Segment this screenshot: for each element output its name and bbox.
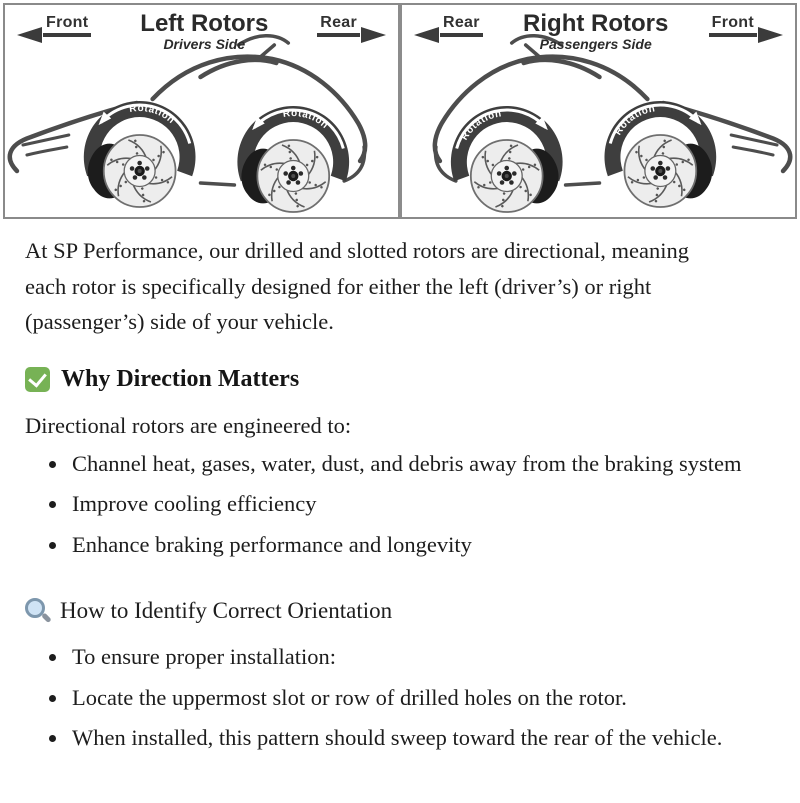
- right-rotors-panel: [402, 5, 795, 217]
- identify-orientation-heading: [25, 598, 775, 624]
- svg-text:Rotation: Rotation: [459, 108, 503, 143]
- front-direction-arrow: Front: [43, 14, 91, 37]
- heading-text: How to Identify Correct Orientation: [60, 597, 393, 623]
- rotor-direction-diagram: [3, 3, 797, 219]
- list-item: • Improve cooling efficiency: [69, 487, 742, 521]
- panel-title: Right Rotors: [523, 10, 669, 37]
- identify-bullet-list: [25, 640, 775, 755]
- right-panel-title-block: [483, 11, 709, 52]
- right-panel-header: [410, 11, 787, 52]
- list-item: • Enhance braking performance and longevity: [69, 528, 742, 562]
- heading-text: Why Direction Matters: [61, 365, 300, 392]
- list-item: • To ensure proper installation:: [69, 640, 742, 674]
- magnifying-glass-icon: [25, 598, 50, 623]
- front-direction-arrow: Front: [709, 14, 757, 37]
- why-bullet-list: [25, 447, 775, 562]
- list-item: • When installed, this pattern should sweep toward the rear of the vehicle.: [69, 721, 742, 755]
- article-body: [0, 233, 800, 755]
- panel-subtitle: Drivers Side: [163, 36, 246, 53]
- svg-text:Rotation: Rotation: [128, 102, 177, 127]
- left-panel-header: [13, 11, 390, 52]
- panel-title: Left Rotors: [140, 10, 269, 37]
- list-item: • Locate the uppermost slot or row of drilled holes on the rotor.: [69, 681, 742, 715]
- list-item: • Channel heat, gases, water, dust, and debris away from the braking system: [69, 447, 742, 481]
- intro-paragraph: At SP Performance, our drilled and slotted rotors are directional, meaning each rotor is specifically designed for either the left (driver’s) or right (passenger’s) side of your vehicle.: [25, 238, 689, 335]
- check-mark-icon: [25, 367, 50, 392]
- right-car-sketch: [435, 36, 790, 212]
- left-rotors-panel: [5, 5, 402, 217]
- svg-text:Rotation: Rotation: [282, 107, 331, 132]
- svg-text:Rotation: Rotation: [612, 103, 657, 138]
- left-panel-title-block: [91, 11, 317, 52]
- why-direction-matters-heading: [25, 366, 775, 393]
- rear-direction-arrow: Rear: [317, 14, 360, 37]
- panel-subtitle: Passengers Side: [539, 36, 652, 53]
- rear-direction-arrow: Rear: [440, 14, 483, 37]
- left-car-sketch: [10, 36, 365, 212]
- why-intro-line: Directional rotors are engineered to:: [25, 412, 352, 438]
